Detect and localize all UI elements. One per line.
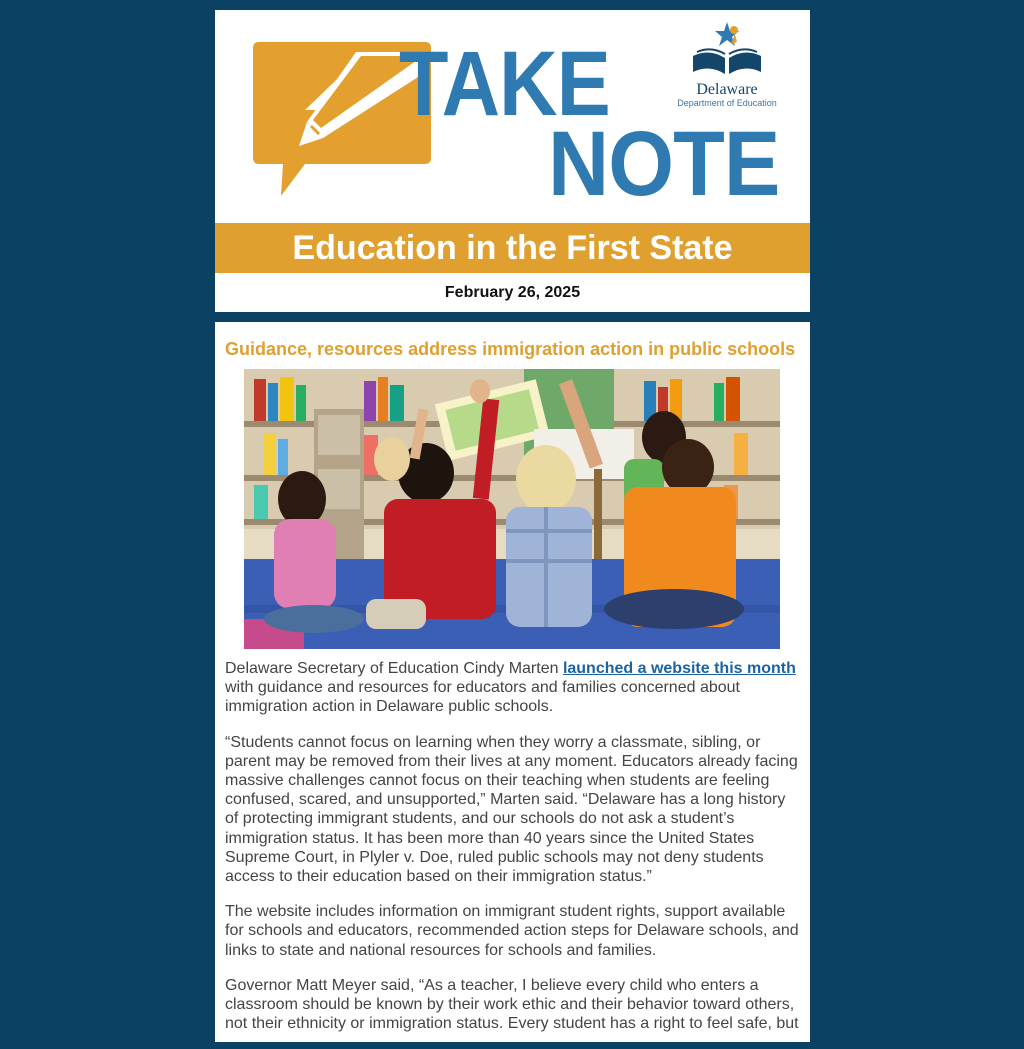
article-paragraph-2: “Students cannot focus on learning when they worry a classmate, sibling, or parent may be removed from their lives at any moment. Educators already facing massive challenges cannot focus on their teaching when students are feeling confused, scared, and unsupported,” Marten said. “Delaware has a long history of protecting immigrant students, and our schools do not ask a student’s immigration status. It has been more than 40 years since the United States Supreme Court, in Plyler v. Doe, ruled public schools may not deny students access to their education based on their immigration status.” — [225, 733, 798, 886]
logo-name: Delaware — [696, 81, 758, 98]
delaware-doe-logo — [677, 22, 777, 108]
classroom-photo — [244, 369, 780, 649]
take-note-banner — [215, 10, 810, 223]
take-title: TAKE — [399, 33, 610, 135]
tagline-bar: Education in the First State — [215, 223, 810, 273]
article-headline: Guidance, resources address immigration action in public schools — [225, 339, 796, 359]
article-paragraph-4: Governor Matt Meyer said, “As a teacher, I believe every child who enters a classroom should be known by their work ethic and their behavior toward others, not their ethnicity or immigration status. Every student has a right to feel safe, but — [225, 976, 799, 1033]
article-body — [225, 659, 803, 1049]
article-card — [215, 322, 810, 1042]
newsletter-header — [215, 10, 810, 312]
article-paragraph-1 — [225, 659, 803, 717]
logo-department: Department of Education — [677, 98, 777, 108]
paragraph-1-rest: with guidance and resources for educators and families concerned about immigration action in Delaware public schools. — [225, 679, 740, 716]
paragraph-1-lead: Delaware Secretary of Education Cindy Marten — [225, 660, 563, 677]
website-link[interactable]: launched a website this month — [562, 660, 796, 677]
note-title: NOTE — [548, 113, 780, 215]
issue-date: February 26, 2025 — [444, 284, 581, 301]
open-book-star-icon — [689, 22, 765, 78]
article-paragraph-3: The website includes information on immigrant student rights, support available for schools and educators, recommended action steps for Delaware schools, and links to state and national resources for schools and families. — [225, 903, 799, 959]
